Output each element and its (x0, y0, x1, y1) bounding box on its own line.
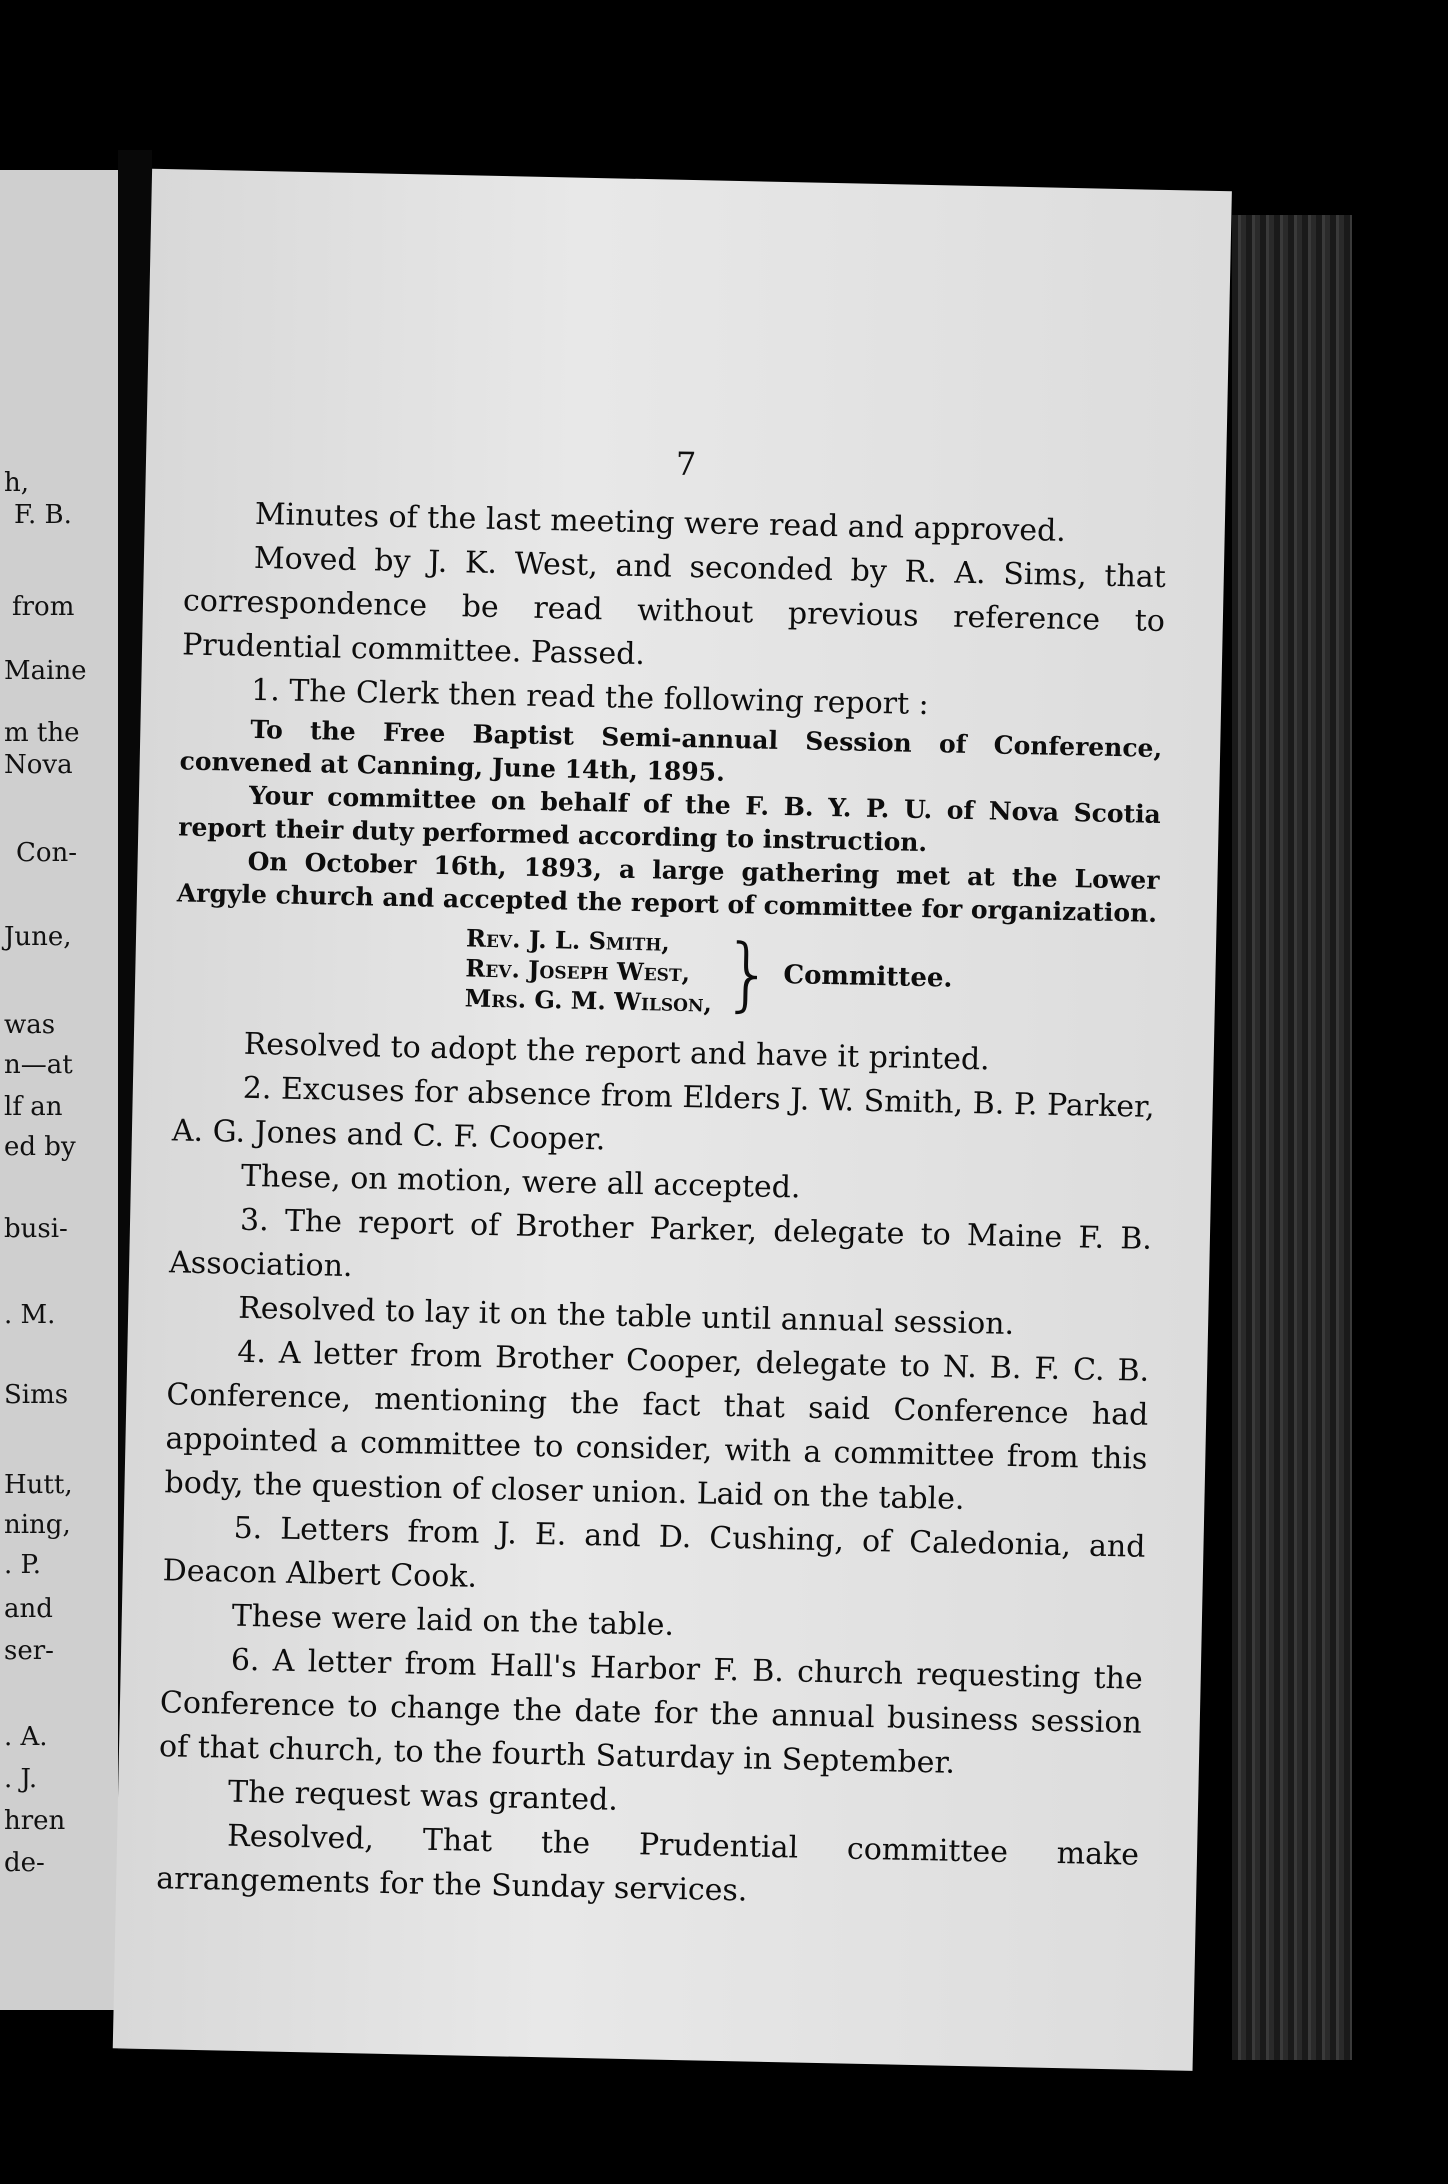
paragraph: Moved by J. K. West, and seconded by R. A. Sims, that correspondence be read without previous reference to Prudential committee. Passed. (181, 540, 1167, 673)
book-page (113, 169, 1232, 2071)
left-fragment: Nova (4, 750, 73, 780)
left-fragment: Maine (4, 656, 87, 686)
left-fragment: n—at (4, 1050, 73, 1080)
signer-label: Committee. (783, 960, 953, 994)
paragraph: 2. Excuses for absence from Elders J. W. Smith, B. P. Parker, A. G. Jones and C. F. Cooper. (171, 1070, 1156, 1158)
page-number: 7 (675, 444, 697, 484)
paragraph: The request was granted. (227, 1774, 619, 1818)
page-edges (1232, 215, 1352, 2060)
left-page-edge (0, 170, 118, 2010)
left-fragment: m the (4, 718, 80, 748)
left-fragment: h, (4, 468, 30, 498)
report-heading: To the Free Baptist Semi-annual Session of Conference, convened at Canning, June 14th, 1895. (179, 714, 1163, 787)
paragraph: 5. Letters from J. E. and D. Cushing, of Caledonia, and Deacon Albert Cook. (162, 1510, 1146, 1595)
paragraph: Resolved to adopt the report and have it printed. (243, 1026, 991, 1078)
left-fragment: de- (4, 1848, 45, 1878)
paragraph: 3. The report of Brother Parker, delegate to Maine F. B. Association. (168, 1202, 1153, 1285)
paragraph: These were laid on the table. (231, 1598, 675, 1643)
signer-list (464, 923, 713, 1018)
paragraph: 1. The Clerk then read the following report : (250, 672, 930, 723)
paragraph: Resolved, That the Prudential committee make arrangements for the Sunday services. (155, 1818, 1140, 1909)
signer: Mrs. G. M. Wilson, (464, 983, 713, 1018)
page-text (156, 491, 1167, 1921)
left-fragment: lf an (4, 1092, 63, 1122)
report-body: Your committee on behalf of the F. B. Y. P. U. of Nova Scotia report their duty performed according to instruction. (178, 780, 1162, 858)
left-fragment: from (12, 592, 75, 622)
left-fragment: ed by (4, 1132, 76, 1162)
left-fragment: F. B. (14, 500, 72, 530)
paragraph: Minutes of the last meeting were read and approved. (254, 496, 1067, 549)
left-fragment: ser- (4, 1636, 54, 1666)
paragraph: 4. A letter from Brother Cooper, delegate to N. B. F. C. B. Conference, mentioning the fact that said Conference had appointed a committee to consider, with a committee from this body, the question of closer union. Laid on the table. (164, 1334, 1150, 1517)
left-fragment: Hutt, (4, 1470, 73, 1500)
left-fragment: hren (4, 1806, 66, 1836)
left-fragment: ning, (4, 1510, 71, 1540)
report-body: On October 16th, 1893, a large gathering met at the Lower Argyle church and accepted the report of committee for organization. (176, 846, 1160, 928)
paragraph: Resolved to lay it on the table until annual session. (237, 1290, 1015, 1342)
left-fragment: was (4, 1010, 56, 1040)
left-fragment: June, (4, 922, 72, 952)
signature-block (464, 923, 1158, 1027)
left-fragment: and (4, 1594, 53, 1624)
paragraph: 6. A letter from Hall's Harbor F. B. church requesting the Conference to change the date for the annual business session of that church, to the fourth Saturday in September. (158, 1642, 1144, 1781)
paragraph: These, on motion, were all accepted. (240, 1158, 801, 1206)
left-fragment: . J. (4, 1764, 38, 1794)
left-fragment: . A. (4, 1722, 48, 1752)
left-fragment: Sims (4, 1380, 69, 1410)
left-fragment: . M. (4, 1300, 56, 1330)
brace-icon: } (721, 926, 775, 1021)
left-fragment: Con- (16, 838, 78, 868)
left-fragment: . P. (4, 1550, 42, 1580)
signer: Rev. Joseph West, (465, 953, 691, 988)
left-fragment: busi- (4, 1214, 68, 1244)
signer: Rev. J. L. Smith, (465, 923, 671, 957)
